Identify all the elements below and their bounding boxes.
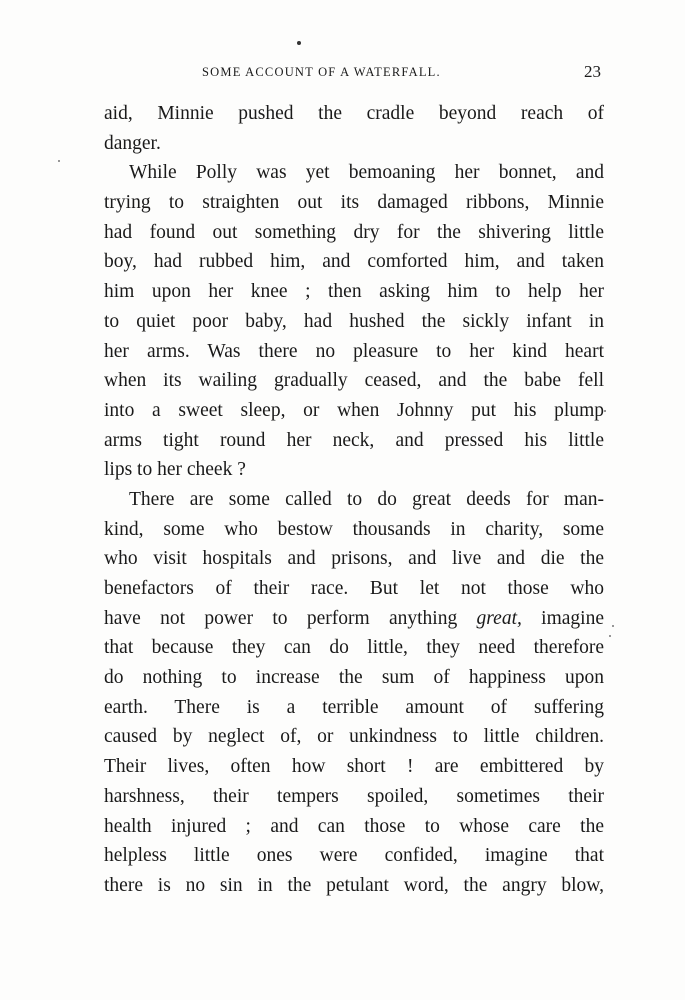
text-line: who visit hospitals and prisons, and live and die the — [104, 548, 604, 570]
paper-speck — [612, 625, 614, 627]
text-fragment: imagine — [521, 607, 604, 629]
text-line: to quiet poor baby, had hushed the sickly infant in — [104, 310, 604, 332]
text-line: Their lives, often how short ! are embittered by — [104, 756, 604, 778]
paper-speck — [58, 160, 60, 162]
text-line: boy, had rubbed him, and comforted him, and taken — [104, 251, 604, 273]
italic-word: great, — [476, 607, 522, 629]
text-line: aid, Minnie pushed the cradle beyond reach of — [104, 103, 604, 124]
text-line: kind, some who bestow thousands in charity, some — [104, 518, 604, 540]
text-line: earth. There is a terrible amount of suffering — [104, 696, 604, 718]
text-line: there is no sin in the petulant word, the angry blow, — [104, 874, 604, 896]
text-line: lips to her cheek ? — [104, 459, 246, 481]
paper-speck — [609, 635, 611, 637]
text-line: caused by neglect of, or unkindness to little children. — [104, 726, 604, 748]
text-line: helpless little ones were confided, imagine that — [104, 845, 604, 867]
text-line: that because they can do little, they need therefore — [104, 637, 604, 659]
text-line-with-italic — [104, 604, 604, 634]
text-line: While Polly was yet bemoaning her bonnet, and — [129, 162, 604, 184]
text-line: danger. — [104, 132, 161, 154]
text-line: do nothing to increase the sum of happiness upon — [104, 667, 604, 689]
text-line: There are some called to do great deeds for man- — [129, 488, 604, 510]
text-fragment: have not power to perform anything — [104, 607, 477, 629]
text-line: him upon her knee ; then asking him to help her — [104, 281, 604, 303]
text-line: health injured ; and can those to whose care the — [104, 815, 604, 837]
running-head — [104, 60, 604, 86]
text-line: arms tight round her neck, and pressed his little — [104, 429, 604, 451]
paper-speck — [604, 410, 606, 412]
body-text — [104, 99, 604, 901]
text-line: had found out something dry for the shivering little — [104, 221, 604, 243]
text-line: benefactors of their race. But let not those who — [104, 578, 604, 599]
printer-dot-mark — [297, 41, 301, 45]
text-line: her arms. Was there no pleasure to her kind heart — [104, 340, 604, 362]
running-title: SOME ACCOUNT OF A WATERFALL. — [202, 65, 441, 79]
text-line: when its wailing gradually ceased, and the babe fell — [104, 370, 604, 392]
page-number: 23 — [584, 62, 601, 81]
text-line: trying to straighten out its damaged ribbons, Minnie — [104, 192, 604, 214]
text-line: into a sweet sleep, or when Johnny put his plump — [104, 399, 604, 421]
text-line: harshness, their tempers spoiled, sometimes their — [104, 785, 604, 807]
